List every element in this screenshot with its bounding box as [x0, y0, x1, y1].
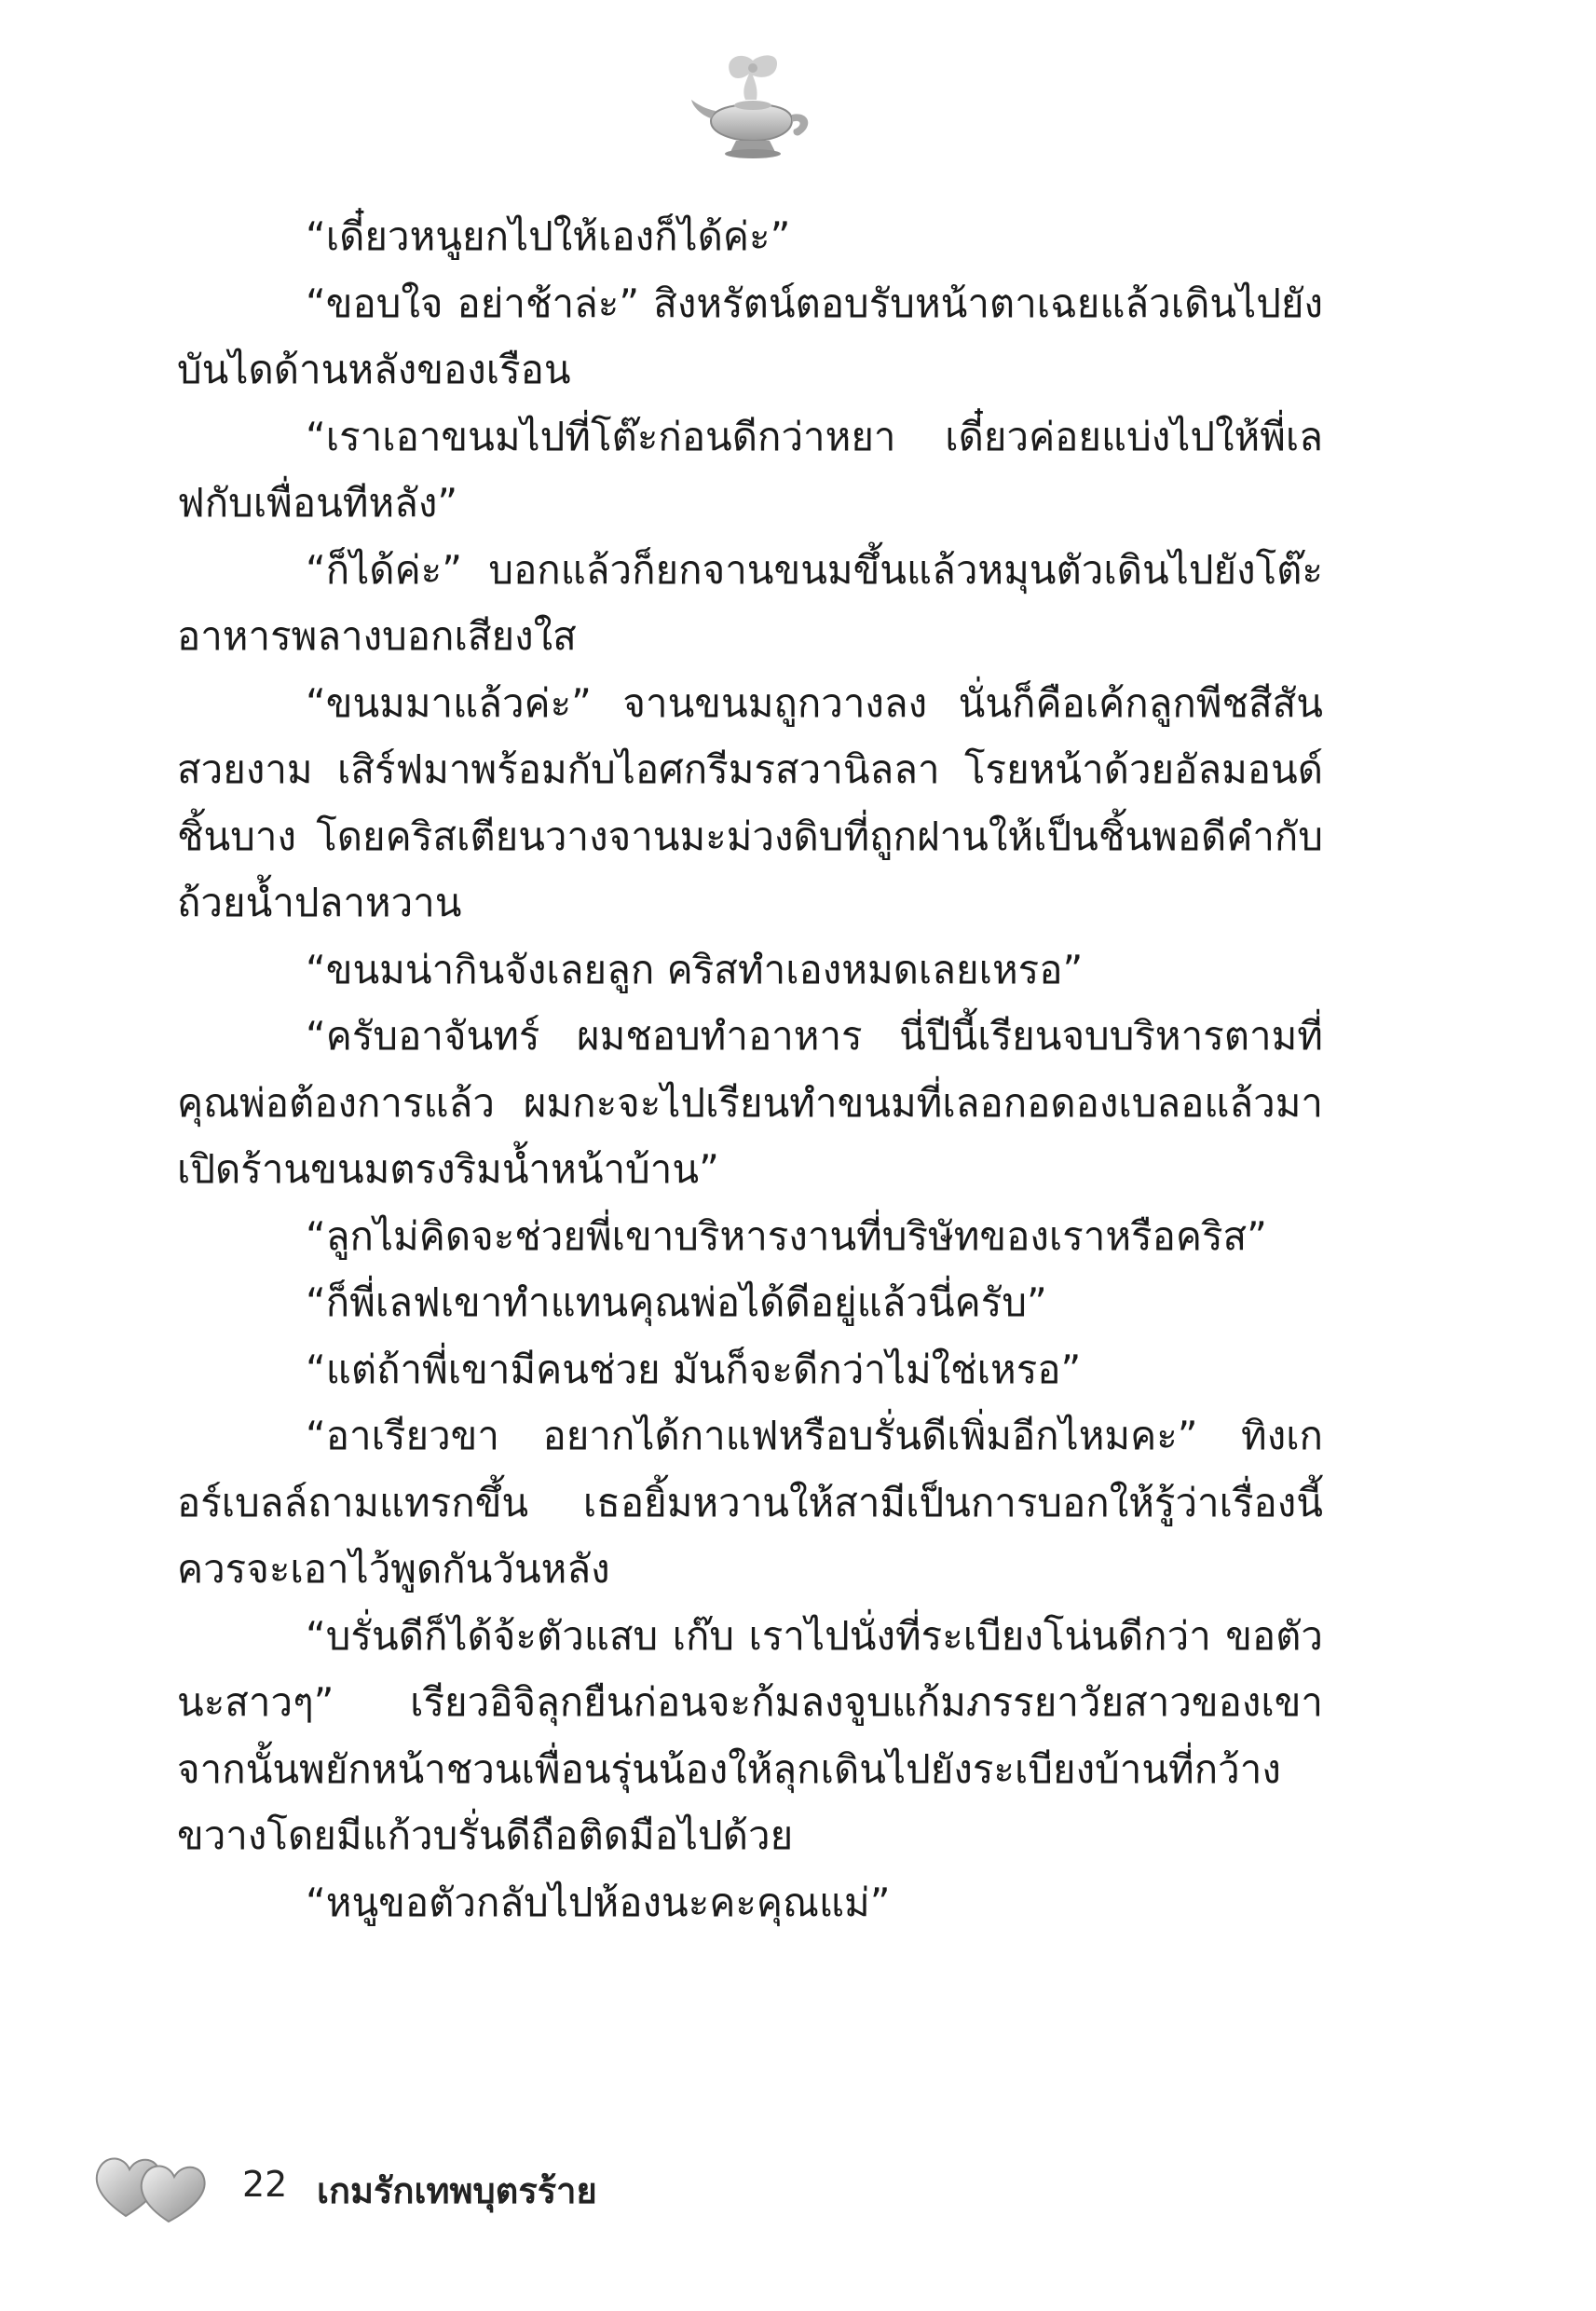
magic-lamp-cupid-icon — [688, 51, 818, 172]
paragraph: “อาเรียวขา อยากได้กาแฟหรือบรั่นดีเพิ่มอีกไหมคะ” ทิงเกอร์เบลล์ถามแทรกขึ้น เธอยิ้มหวานให้สามีเป็นการบอกให้รู้ว่าเรื่องนี้ควรจะเอาไว้พูดกันวันหลัง — [177, 1413, 1323, 1592]
double-heart-icon — [89, 2143, 210, 2227]
paragraph: “หนูขอตัวกลับไปห้องนะคะคุณแม่” — [306, 1879, 891, 1925]
paragraph: “ก็พี่เลฟเขาทำแทนคุณพ่อได้ดีอยู่แล้วนี่ครับ” — [306, 1279, 1047, 1325]
paragraph: “ครับอาจันทร์ ผมชอบทำอาหาร นี่ปีนี้เรียนจบบริหารตามที่คุณพ่อต้องการแล้ว ผมกะจะไปเรียนทำขนมที่เลอกอดองเบลอแล้วมาเปิดร้านขนมตรงริมน้ำหน้าบ้าน” — [177, 1013, 1323, 1192]
story-body — [177, 203, 1323, 1935]
paragraph: “ลูกไม่คิดจะช่วยพี่เขาบริหารงานที่บริษัทของเราหรือคริส” — [306, 1212, 1267, 1259]
paragraph: “ขอบใจ อย่าช้าล่ะ” สิงหรัตน์ตอบรับหน้าตาเฉยแล้วเดินไปยังบันไดด้านหลังของเรือน — [177, 280, 1323, 392]
paragraph: “แต่ถ้าพี่เขามีคนช่วย มันก็จะดีกว่าไม่ใช่เหรอ” — [306, 1346, 1082, 1392]
paragraph: “ขนมมาแล้วค่ะ” จานขนมถูกวางลง นั่นก็คือเค้กลูกพีชสีสันสวยงาม เสิร์ฟมาพร้อมกับไอศกรีมรสวานิลลา โรยหน้าด้วยอัลมอนด์ชิ้นบาง โดยคริสเตียนวางจานมะม่วงดิบที่ถูกฝานให้เป็นชิ้นพอดีคำกับถ้วยน้ำปลาหวาน — [177, 679, 1323, 925]
paragraph: “เราเอาขนมไปที่โต๊ะก่อนดีกว่าหยา เดี๋ยวค่อยแบ่งไปให้พี่เลฟกับเพื่อนทีหลัง” — [177, 413, 1323, 526]
paragraph: “บรั่นดีก็ได้จ้ะตัวแสบ เก๊บ เราไปนั่งที่ระเบียงโน่นดีกว่า ขอตัวนะสาวๆ” เรียวอิจิลุกยืนก่อนจะก้มลงจูบแก้มภรรยาวัยสาวของเขา จากนั้นพยักหน้าชวนเพื่อนรุ่นน้องให้ลุกเดินไปยังระเบียงบ้านที่กว้างขวางโดยมีแก้วบรั่นดีถือติดมือไปด้วย — [177, 1612, 1323, 1858]
paragraph: “ขนมน่ากินจังเลยลูก คริสทำเองหมดเลยเหรอ” — [306, 946, 1084, 992]
page-number: 22 — [242, 2164, 288, 2205]
book-title: เกมรักเทพบุตรร้าย — [317, 2170, 597, 2211]
page-footer — [89, 2143, 741, 2227]
paragraph: “เดี๋ยวหนูยกไปให้เองก็ได้ค่ะ” — [306, 213, 791, 259]
paragraph: “ก็ได้ค่ะ” บอกแล้วก็ยกจานขนมขึ้นแล้วหมุนตัวเดินไปยังโต๊ะอาหารพลางบอกเสียงใส — [177, 546, 1323, 659]
